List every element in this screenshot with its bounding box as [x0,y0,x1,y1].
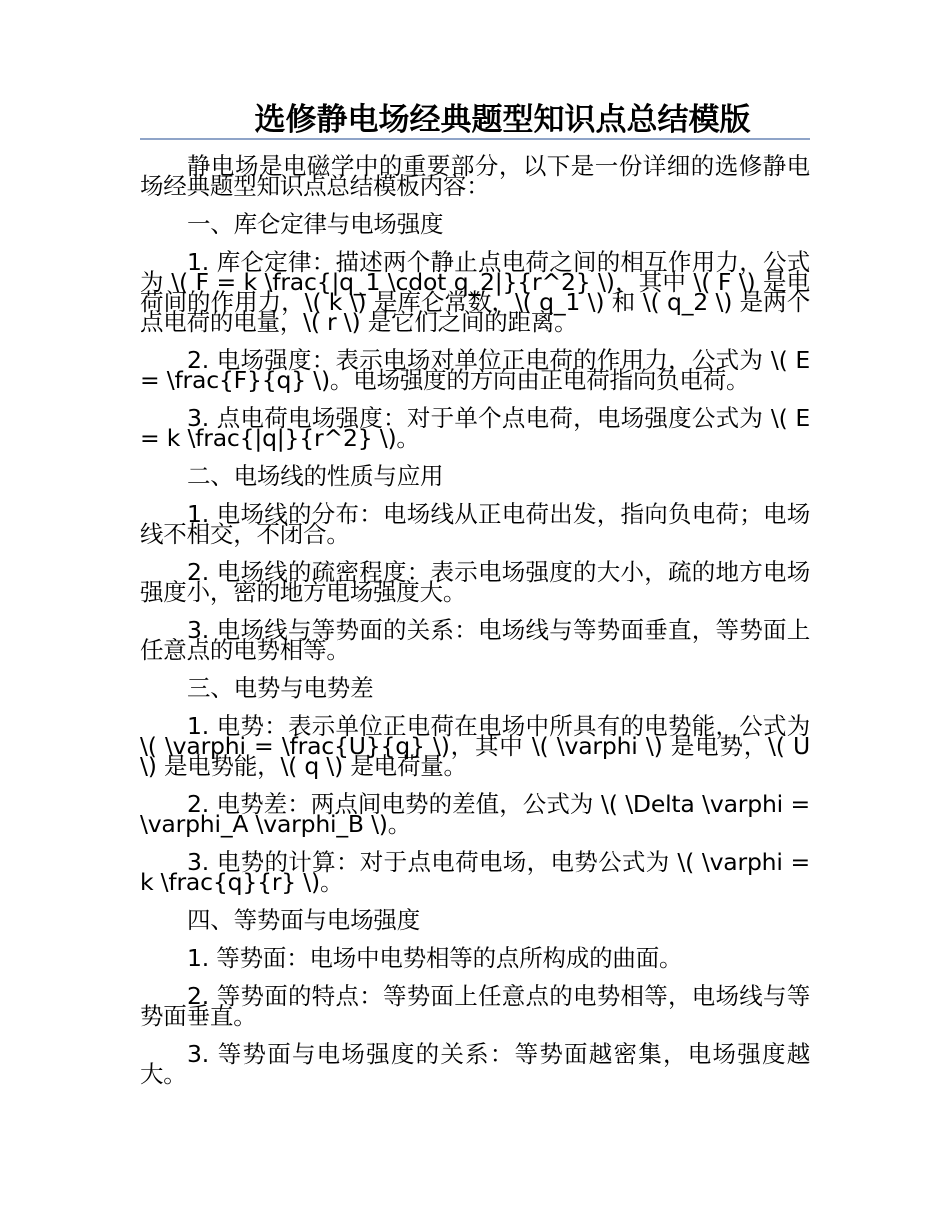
section-heading: 二、电场线的性质与应用 [187,462,444,490]
section-item: 1. 库仑定律：描述两个静止点电荷之间的相互作用力，公式为 \( F = k \frac{|q_1 \cdot q_2|}{r^2} \)，其中 \( F \) 是电荷间的作用力，\( k \) 是库仑常数，\( q_1 \) 和 \( q_2 \) 是两个点电荷的电量，\( r \) 是它们之间的距离。 [140,248,810,336]
section-item: 1. 电场线的分布：电场线从正电荷出发，指向负电荷；电场线不相交，不闭合。 [140,500,810,548]
document-title: 选修静电场经典题型知识点总结模版 [254,102,751,138]
section-item: 2. 电势差：两点间电势的差值，公式为 \( \Delta \varphi = \varphi_A \varphi_B \)。 [140,790,810,838]
intro-paragraph: 静电场是电磁学中的重要部分，以下是一份详细的选修静电场经典题型知识点总结模板内容： [140,152,810,200]
section-item: 3. 点电荷电场强度：对于单个点电荷，电场强度公式为 \( E = k \frac{|q|}{r^2} \)。 [140,404,810,452]
section-heading: 三、电势与电势差 [187,674,374,702]
document-page [140,100,810,1102]
section-item: 2. 电场强度：表示电场对单位正电荷的作用力，公式为 \( E = \frac{F}{q} \)。电场强度的方向由正电荷指向负电荷。 [140,346,810,394]
section-item: 3. 电势的计算：对于点电荷电场，电势公式为 \( \varphi = k \frac{q}{r} \)。 [140,848,810,896]
section-item: 2. 等势面的特点：等势面上任意点的电势相等，电场线与等势面垂直。 [140,982,810,1030]
section-item: 1. 等势面：电场中电势相等的点所构成的曲面。 [187,944,683,972]
section-item: 1. 电势：表示单位正电荷在电场中所具有的电势能，公式为 \( \varphi = \frac{U}{q} \)，其中 \( \varphi \) 是电势，\( U \) 是电势能，\( q \) 是电荷量。 [140,712,810,780]
section-item: 2. 电场线的疏密程度：表示电场强度的大小，疏的地方电场强度小，密的地方电场强度大。 [140,558,810,606]
section-item: 3. 等势面与电场强度的关系：等势面越密集，电场强度越大。 [140,1040,810,1088]
document-body [140,152,810,1088]
section-heading: 一、库仑定律与电场强度 [187,210,444,238]
section-item: 3. 电场线与等势面的关系：电场线与等势面垂直，等势面上任意点的电势相等。 [140,616,810,664]
section-heading: 四、等势面与电场强度 [187,906,420,934]
